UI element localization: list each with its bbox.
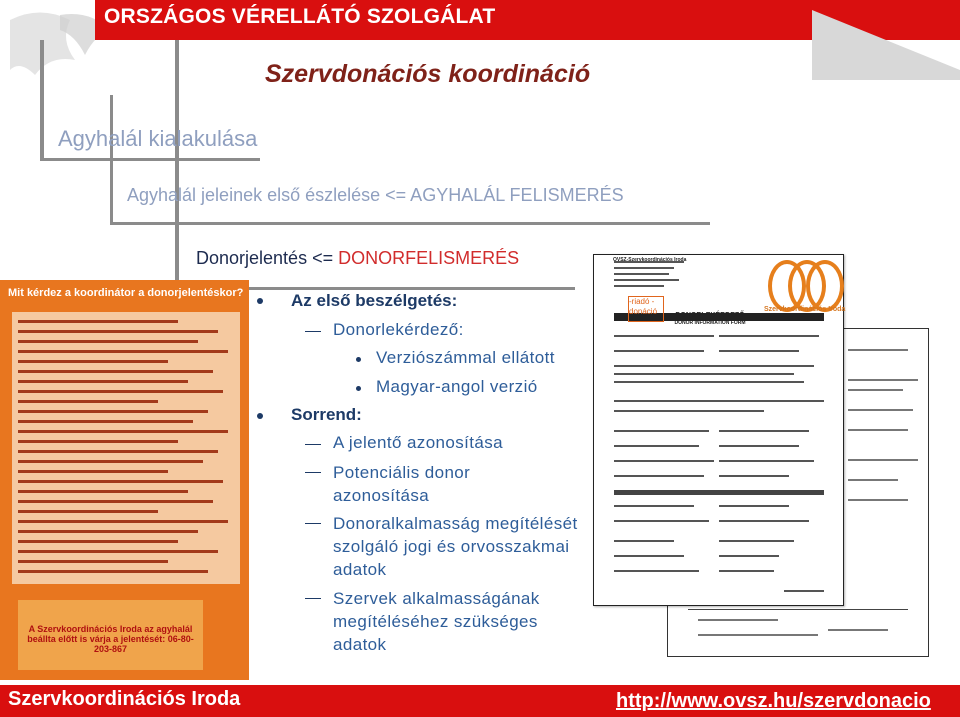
sub-donor-questionnaire: Donorlekérdező: — [333, 320, 464, 339]
item-first-conversation: Az első beszélgetés: — [291, 291, 458, 310]
dash-icon — [305, 331, 321, 332]
footer-office-name: Szervkoordinációs Iroda — [8, 688, 241, 710]
bullet-icon — [257, 413, 263, 419]
step-donor-prefix: Donorjelentés <= — [196, 248, 339, 268]
poster-question-list — [12, 312, 240, 584]
step-brain-death-recognition: Agyhalál jeleinek első észlelése <= AGYHALÁL FELISMERÉS — [127, 185, 624, 205]
sub-bullet-bilingual: Magyar-angol verzió — [376, 377, 538, 396]
item-order: Sorrend: — [291, 405, 362, 424]
order-step-organs: Szervek alkalmasságának megítéléséhez szükséges adatok — [333, 589, 540, 654]
org-title: ORSZÁGOS VÉRELLÁTÓ SZOLGÁLAT — [104, 5, 496, 28]
form-title-en: DONOR INFORMATION FORM — [674, 320, 746, 326]
ring-icon — [806, 260, 844, 312]
slide-subtitle: Szervdonációs koordináció — [265, 60, 591, 88]
alert-donation-stamp: -riadó -donáció — [628, 296, 664, 322]
sub-bullet-versioned: Verziószámmal ellátott — [376, 348, 555, 367]
step-donor-recognition — [196, 248, 519, 269]
dash-icon — [305, 598, 321, 599]
step-donor-highlight: DONORFELISMERÉS — [338, 248, 520, 268]
bullet-icon — [257, 298, 263, 304]
form-title: DONORLEKÉRDEZŐ — [675, 312, 745, 319]
footer-url-link[interactable]: http://www.ovsz.hu/szervdonacio — [616, 690, 931, 712]
frame-line — [110, 95, 113, 225]
dash-icon — [305, 523, 321, 524]
step-brain-death: Agyhalál kialakulása — [58, 126, 258, 151]
bullet-icon — [356, 357, 361, 362]
frame-line — [175, 40, 179, 290]
frame-line — [110, 222, 710, 225]
poster-callout-text: A Szervkoordinációs Iroda az agyhalál beállta előtt is várja a jelentését: 06-80-203-867 — [27, 624, 194, 654]
order-step-donor: Potenciális donor azonosítása — [333, 463, 471, 505]
coordination-office-logo — [762, 254, 842, 324]
dash-icon — [305, 444, 321, 445]
logo-caption: Szervkoordinációs Iroda — [764, 306, 846, 313]
frame-line — [40, 40, 44, 160]
arrow-decoration-icon — [812, 10, 960, 80]
poster-heading: Mit kérdez a koordinátor a donorjelentéskor? — [8, 287, 244, 299]
dash-icon — [305, 472, 321, 473]
frame-line — [40, 158, 260, 161]
form-org: OVSZ-Szervkoordinációs Iroda — [613, 257, 687, 263]
order-step-eligibility: Donoralkalmasság megítélését szolgáló jogi és orvosszakmai adatok — [333, 514, 578, 579]
coordinator-poster — [0, 280, 249, 680]
bullet-icon — [356, 386, 361, 391]
order-step-reporter: A jelentő azonosítása — [333, 433, 504, 452]
